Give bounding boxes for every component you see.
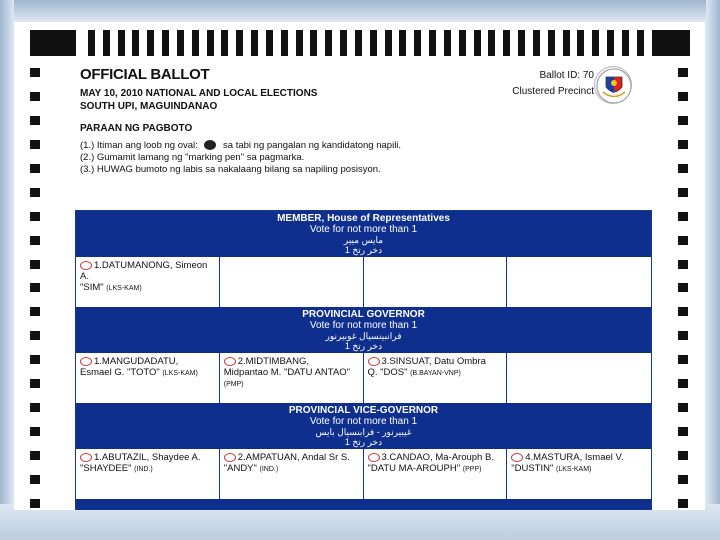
election-name: MAY 10, 2010 NATIONAL AND LOCAL ELECTIONS — [80, 88, 318, 99]
arabic-count: 1 دخر رتخ — [344, 245, 383, 255]
voting-instructions — [80, 140, 600, 176]
candidate-cell[interactable]: 1.DATUMANONG, Simeon A. "SIM" (LKS-KAM) — [76, 257, 220, 307]
section-header-cutoff — [76, 499, 651, 509]
arabic-count: 1 دخر رتخ — [344, 341, 383, 351]
filled-oval-icon — [204, 140, 216, 150]
candidate-row-vice-governor — [76, 449, 651, 499]
voting-instructions-heading: PARAAN NG PAGBOTO — [80, 123, 193, 134]
vote-oval-icon[interactable] — [368, 453, 380, 462]
vote-oval-icon[interactable] — [224, 357, 236, 366]
vote-rule: Vote for not more than 1 — [309, 416, 418, 427]
instruction-2: (2.) Gumamit lamang ng "marking pen" sa pagmarka. — [80, 152, 305, 163]
ballot-sheet — [14, 22, 705, 510]
section-header-governor — [76, 307, 651, 353]
timing-marks-right — [678, 68, 688, 508]
slide-frame-top — [0, 0, 720, 22]
vote-oval-icon[interactable] — [224, 453, 236, 462]
ballot-title: OFFICIAL BALLOT — [80, 66, 210, 83]
candidate-cell[interactable]: 4.MASTURA, Ismael V. "DUSTIN" (LKS-KAM) — [511, 452, 624, 474]
position-title: PROVINCIAL GOVERNOR — [302, 309, 425, 320]
candidate-cell-empty — [507, 353, 651, 403]
candidate-row-governor — [76, 353, 651, 403]
slide-frame-left — [0, 0, 14, 540]
arabic-position: فرانبينسيال غوبيرنور — [325, 331, 402, 341]
vote-oval-icon[interactable] — [511, 453, 523, 462]
position-title: MEMBER, House of Representatives — [277, 213, 450, 224]
candidate-cell[interactable]: 2.AMPATUAN, Andal Sr S. "ANDY" (IND.) — [220, 449, 364, 499]
ballot-id-block — [494, 68, 594, 100]
instruction-1: (1.) Itiman ang loob ng oval: sa tabi ng pangalan ng kandidatong napili. — [80, 140, 402, 151]
timing-marks-left — [30, 68, 40, 508]
candidate-cell[interactable]: 3.SINSUAT, Datu Ombra Q. "DOS" (B.BAYAN-VNP) — [364, 353, 508, 403]
position-title: PROVINCIAL VICE-GOVERNOR — [288, 405, 439, 416]
arabic-position: مايس ميير — [343, 235, 384, 245]
election-location: SOUTH UPI, MAGUINDANAO — [80, 101, 218, 112]
candidate-cell[interactable]: 3.CANDAO, Ma-Arouph B. "DATU MA-AROUPH" (PPP) — [364, 449, 508, 499]
vote-rule: Vote for not more than 1 — [309, 224, 418, 235]
timing-mark-corner-left — [30, 30, 76, 56]
slide-frame-right — [706, 0, 720, 540]
ballot-id: Ballot ID: 70 — [539, 70, 594, 81]
section-header-house-rep — [76, 211, 651, 257]
candidate-cell[interactable]: 2.MIDTIMBANG, Midpantao M. "DATU ANTAO" (PMP) — [220, 353, 364, 403]
timing-marks-top — [88, 30, 644, 56]
arabic-count: 1 دخر رتخ — [344, 437, 383, 447]
candidate-cell[interactable]: 1.MANGUDADATU, Esmael G. "TOTO" (LKS-KAM) — [76, 353, 220, 403]
vote-rule: Vote for not more than 1 — [309, 320, 418, 331]
arabic-position: غيبيرنور - فرابنسيال بايس — [315, 427, 412, 437]
vote-oval-icon[interactable] — [368, 357, 380, 366]
candidate-row-house-rep — [76, 257, 651, 307]
vote-oval-icon[interactable] — [80, 357, 92, 366]
timing-mark-corner-right — [652, 30, 690, 56]
candidate-cell-empty — [220, 257, 364, 307]
instruction-3: (3.) HUWAG bumoto ng labis sa nakalaang bilang sa napiling posisyon. — [80, 164, 381, 175]
clustered-precinct: Clustered Precinct — [512, 86, 594, 97]
vote-oval-icon[interactable] — [80, 261, 92, 270]
candidate-cell[interactable]: 1.ABUTAZIL, Shaydee A. "SHAYDEE" (IND.) — [76, 449, 220, 499]
candidate-cell-empty — [364, 257, 508, 307]
section-header-vice-governor — [76, 403, 651, 449]
philippine-seal-icon — [594, 66, 632, 104]
candidate-grid — [75, 210, 652, 510]
candidate-cell-empty — [507, 257, 651, 307]
vote-oval-icon[interactable] — [80, 453, 92, 462]
